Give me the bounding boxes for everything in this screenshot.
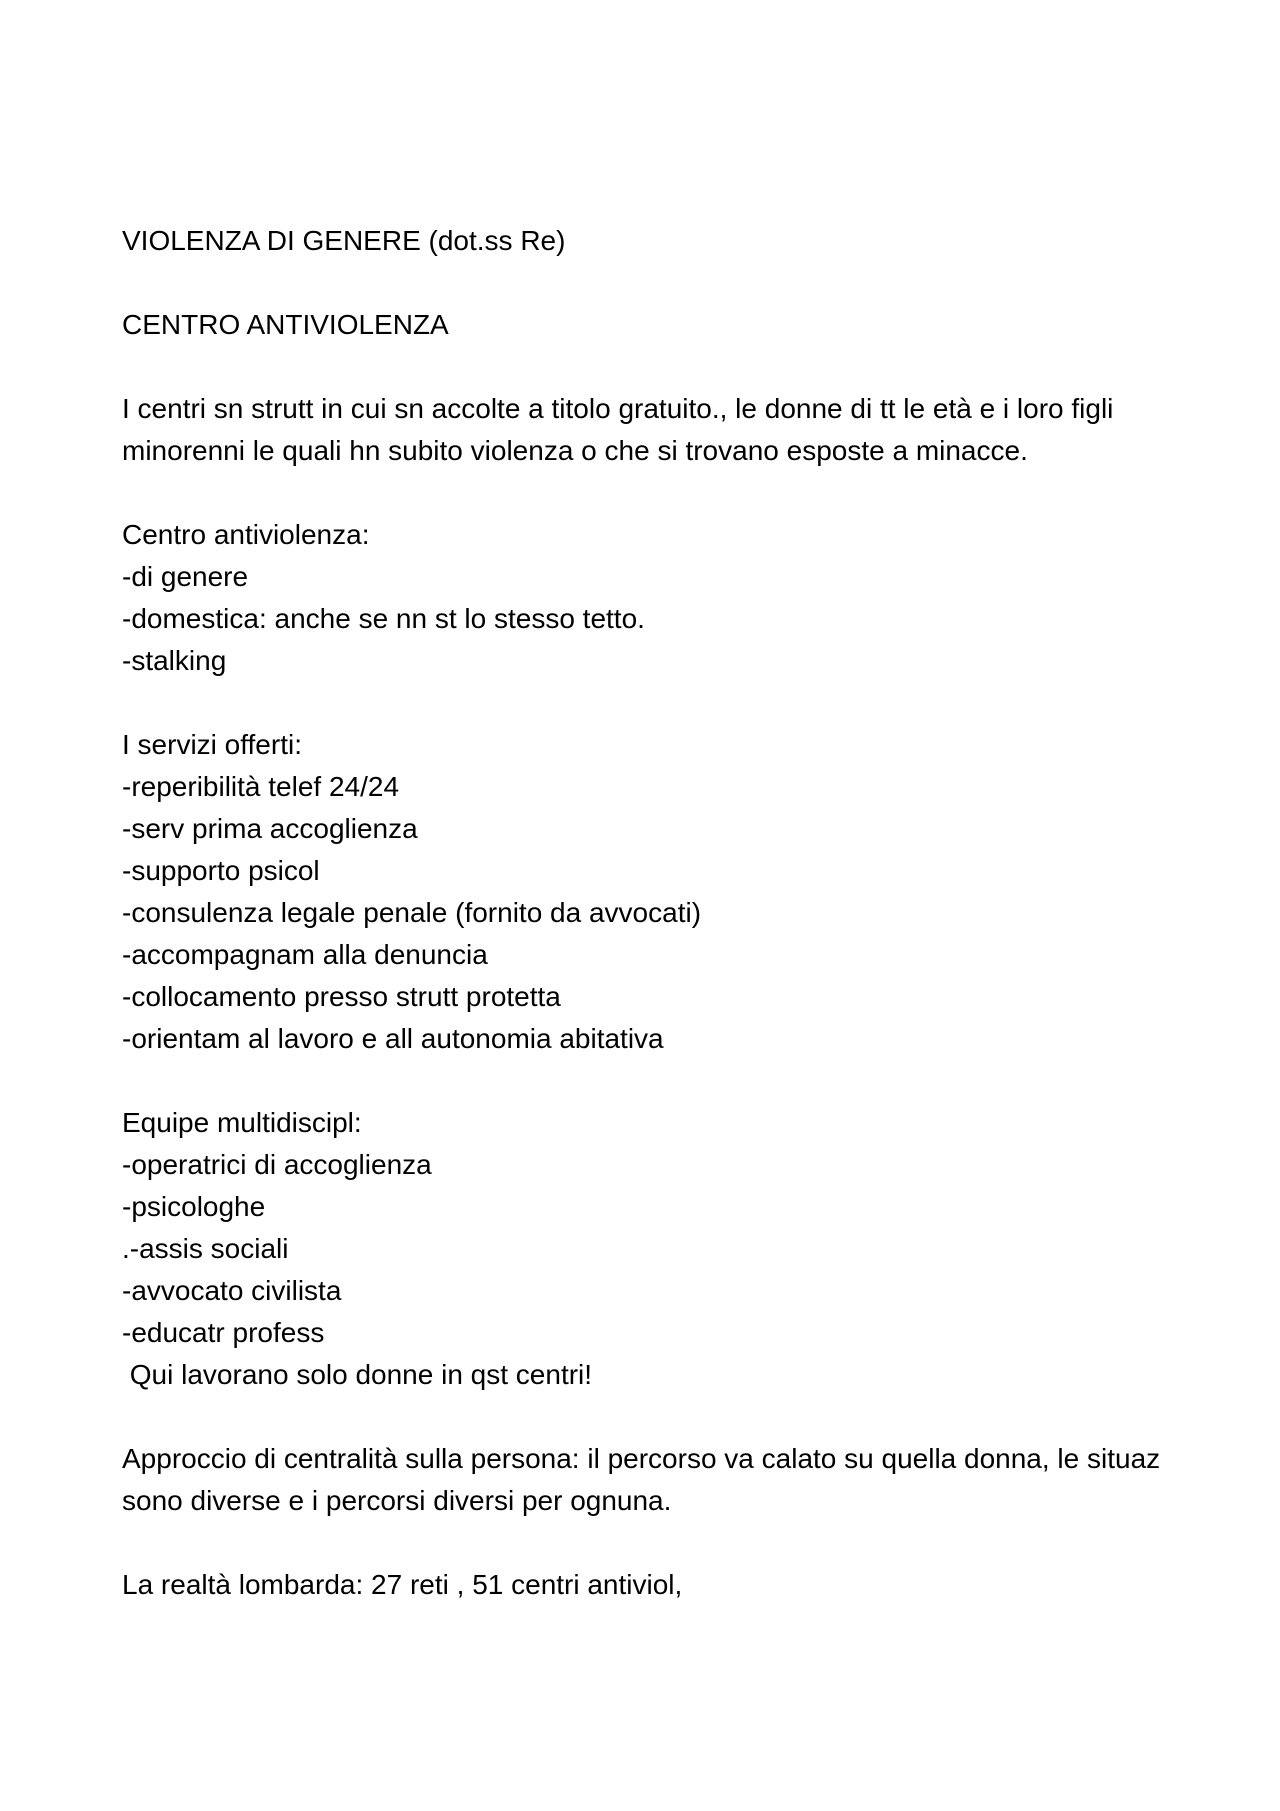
document-title: VIOLENZA DI GENERE (dot.ss Re) xyxy=(122,225,566,256)
list-item: -educatr profess xyxy=(122,1317,325,1348)
spacer xyxy=(122,262,1162,304)
approach-paragraph: Approccio di centralità sulla persona: il percorso va calato su quella donna, le situaz sono diverse e i percorsi diversi per ognuna. xyxy=(122,1443,1161,1516)
section-heading: CENTRO ANTIVIOLENZA xyxy=(122,309,449,340)
team-heading: Equipe multidiscipl: xyxy=(122,1107,362,1138)
list-item: -collocamento presso strutt protetta xyxy=(122,981,561,1012)
team-note: Qui lavorano solo donne in qst centri! xyxy=(122,1359,593,1390)
list-item: -avvocato civilista xyxy=(122,1275,342,1306)
list-item: -consulenza legale penale (fornito da avvocati) xyxy=(122,897,702,928)
intro-paragraph: I centri sn strutt in cui sn accolte a titolo gratuito., le donne di tt le età e i loro figli minorenni le quali hn subito violenza o che si trovano esposte a minacce. xyxy=(122,393,1114,466)
types-heading: Centro antiviolenza: xyxy=(122,519,370,550)
services-heading: I servizi offerti: xyxy=(122,729,302,760)
spacer xyxy=(122,346,1162,388)
list-item: -orientam al lavoro e all autonomia abitativa xyxy=(122,1023,664,1054)
list-item: -reperibilità telef 24/24 xyxy=(122,771,400,802)
list-item: -stalking xyxy=(122,645,227,676)
list-item: -serv prima accoglienza xyxy=(122,813,418,844)
list-item: -operatrici di accoglienza xyxy=(122,1149,432,1180)
list-item: -psicologhe xyxy=(122,1191,266,1222)
lombardy-line: La realtà lombarda: 27 reti , 51 centri antiviol, xyxy=(122,1569,683,1600)
list-item: .-assis sociali xyxy=(122,1233,289,1264)
document-page xyxy=(122,220,1162,1606)
list-item: -supporto psicol xyxy=(122,855,320,886)
list-item: -domestica: anche se nn st lo stesso tetto. xyxy=(122,603,645,634)
list-item: -accompagnam alla denuncia xyxy=(122,939,488,970)
spacer xyxy=(122,1396,1162,1438)
spacer xyxy=(122,1522,1162,1564)
spacer xyxy=(122,682,1162,724)
spacer xyxy=(122,1060,1162,1102)
list-item: -di genere xyxy=(122,561,249,592)
spacer xyxy=(122,472,1162,514)
